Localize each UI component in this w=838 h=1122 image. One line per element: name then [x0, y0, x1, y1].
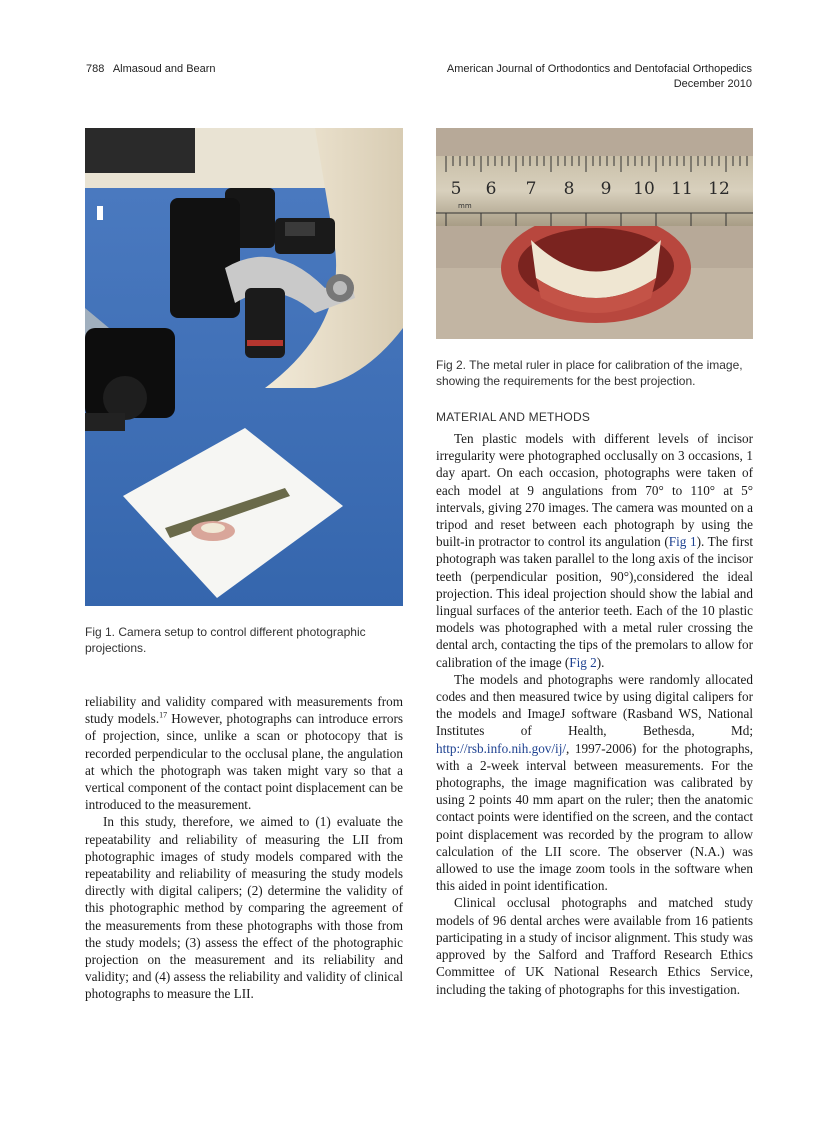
issue-date: December 2010	[673, 78, 752, 90]
right-p2-text-a: The models and photographs were randomly allocated codes and then measured twice by using digital calipers for the models and ImageJ software (Rasband WS, National Institutes of Health, Bethesda, Md;	[436, 671, 753, 739]
right-p1-text-c: ).	[596, 654, 605, 670]
ruler-number: 12	[708, 179, 730, 199]
right-body-text	[436, 430, 753, 998]
ruler-number: 5	[450, 179, 462, 199]
right-paragraph-3: Clinical occlusal photographs and matched study models of 96 dental arches were available from 16 patients participating in a study of incisor alignment. This study was approved by the Salford and Trafford Research Ethics Committee of UK National Research Ethics Service, including the taking of photographs for this investigation.	[436, 895, 753, 997]
figure-2-photo	[436, 128, 753, 339]
right-paragraph-1	[436, 430, 753, 671]
author-names: Almasoud and Bearn	[112, 63, 216, 75]
ruler-calibration-photo	[436, 128, 753, 339]
right-p2-text-b: , 1997-2006) for the photographs, with a 2-week interval between measurements. For the photographs, the image magnification was calibrated by using 2 points 40 mm apart on the ruler; then the anatomic contact points were identified on the screen, and the contact point displacement was recorded by the program to allow calculation of the LII score. The observer (N.A.) was allowed to use the image zoom tools in the software when this aided in point identification.	[436, 740, 753, 894]
left-p1-text-a: reliability and validity compared with measurements from study models.	[85, 694, 403, 727]
ruler-number: 10	[633, 179, 655, 199]
ruler-number: 9	[600, 179, 612, 199]
ruler-number: 6	[485, 179, 497, 199]
left-paragraph-1	[85, 693, 403, 813]
figure-1-photo	[85, 128, 403, 606]
left-paragraph-2: In this study, therefore, we aimed to (1) evaluate the repeatability and reliability of measuring the LII from photographic images of study models compared with the repeatability and reliability of measuring the study models directly with digital calipers; (2) determine the validity of this photographic method by comparing the agreement of the measurements from these photographs with those from the study models; (3) assess the effect of the photographic projection on the measurement and its reliability and validity; and (4) assess the reliability and validity of clinical photographs to measure the LII.	[85, 814, 403, 1002]
ruler-unit-label: mm	[458, 202, 472, 210]
journal-title: American Journal of Orthodontics and Dentofacial Orthopedics	[446, 63, 752, 75]
ruler-number: 11	[671, 179, 693, 199]
citation-17[interactable]: 17	[159, 710, 168, 720]
running-header-right	[447, 62, 752, 92]
camera-setup-photo	[85, 128, 403, 606]
left-column	[85, 128, 403, 1003]
right-column	[436, 128, 753, 998]
fig2-reference-link[interactable]: Fig 2	[569, 654, 597, 670]
left-p1-text-b: However, photographs can introduce errors of projection, since, unlike a scan or photocopy that is recorded perpendicular to the occlusal plane, the angulation at which the photograph was taken might vary so that a vertical component of the contact point displacement can be introduced to the measurement.	[85, 711, 404, 813]
left-body-text	[85, 693, 403, 1003]
imagej-url-link[interactable]: http://rsb.info.nih.gov/ij/	[436, 740, 567, 756]
figure-1-caption: Fig 1. Camera setup to control different photographic projections.	[85, 625, 366, 655]
figure-2-caption: Fig 2. The metal ruler in place for calibration of the image, showing the requirements for the best projection.	[436, 358, 743, 388]
running-header-left	[86, 62, 216, 77]
fig1-reference-link[interactable]: Fig 1	[668, 534, 697, 550]
section-heading: MATERIAL AND METHODS	[436, 410, 591, 424]
right-p1-text-b: ). The first photograph was taken parallel to the long axis of the incisor teeth (perpendicular position, 90°),considered the ideal projection. This ideal projection should show the labial and lingual surfaces of the anterior teeth. Each of the 10 plastic models was photographed with a metal ruler crossing the dental arch, contacting the tips of the premolars to allow for calibration of the image (	[436, 534, 754, 670]
right-p1-text-a: Ten plastic models with different levels of incisor irregularity were photographed occlusally on 3 occasions, 1 day apart. On each occasion, photographs were taken of each model at 9 angulations from 70° to 110° at 5° intervals, giving 270 images. The camera was mounted on a tripod and reset between each photograph by using the built-in protractor to control its angulation (	[436, 431, 753, 550]
page-number: 788	[86, 63, 105, 75]
right-paragraph-2	[436, 671, 753, 895]
ruler-number: 8	[563, 179, 575, 199]
ruler-number: 7	[525, 179, 537, 199]
